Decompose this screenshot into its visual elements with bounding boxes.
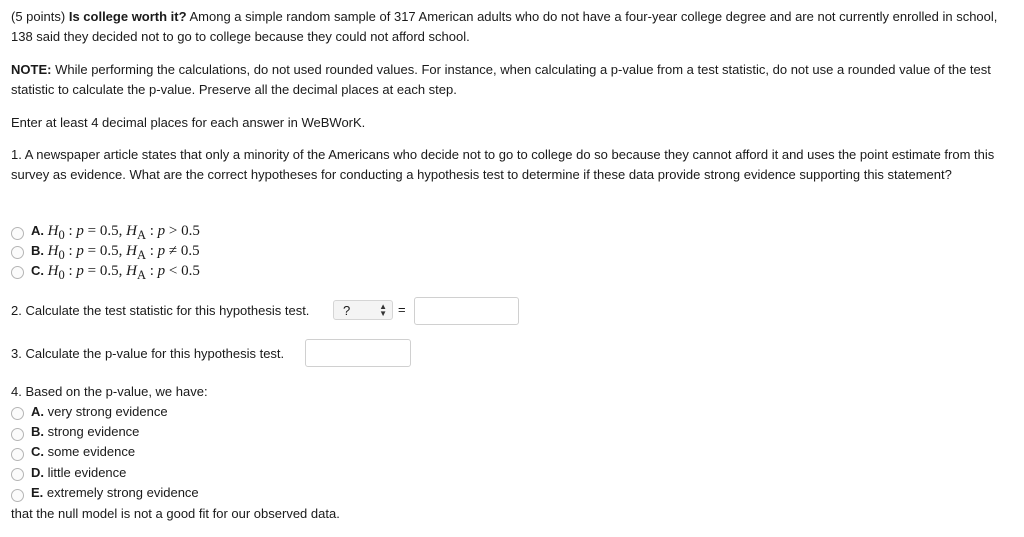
q4-option-e-label[interactable]: E. extremely strong evidence [31,485,199,500]
note-label: NOTE: [11,62,52,77]
test-statistic-input[interactable] [414,297,519,325]
hypothesis-math: $H_0$ : p = 0.5, $H_A$ : p < 0.5 [47,263,200,282]
up-down-arrows-icon: ▲ ▼ [379,302,387,318]
q4-option-a-radio[interactable] [11,407,24,420]
equals-sign: = [398,302,406,317]
q4-option-c-label[interactable]: C. some evidence [31,444,136,459]
question-1-text: 1. A newspaper article states that only a minority of the Americans who decide not to go to college do so because they cannot afford it and uses the point estimate from this survey as evidence. What are the correct hypotheses for conducting a hypothesis test to determine if these data provide strong evidence supporting this statement? [11,147,995,182]
question-3-text: 3. Calculate the p-value for this hypothesis test. [11,346,285,361]
points-label: (5 points) [11,9,66,24]
option-letter: B. [31,243,44,258]
q4-option-a-label[interactable]: A. very strong evidence [31,404,168,419]
hypothesis-math: $H_0$ : p = 0.5, $H_A$ : p ≠ 0.5 [47,243,200,262]
q1-option-a-radio[interactable] [11,227,24,240]
note-paragraph [11,60,1001,99]
note-text: While performing the calculations, do not used rounded values. For instance, when calculating a p-value from a test statistic, do not use a rounded value of the test statistic to calculate the p-value. Preserve all the decimal places at each step. [11,62,991,97]
option-letter: A. [31,223,44,238]
q4-option-c-radio[interactable] [11,448,24,461]
intro-paragraph [11,7,1001,46]
q1-option-c-radio[interactable] [11,266,24,279]
question-4-text: 4. Based on the p-value, we have: [11,384,208,399]
q1-option-c-label[interactable] [31,261,200,285]
q4-option-e-radio[interactable] [11,489,24,502]
q1-option-b-radio[interactable] [11,246,24,259]
instruction-text: Enter at least 4 decimal places for each answer in WeBWorK. [11,115,366,130]
intro-text: Among a simple random sample of 317 American adults who do not have a four-year college degree and are not currently enrolled in school, 138 said they decided not to go to college because they could not afford school. [11,9,998,44]
q4-option-d-radio[interactable] [11,468,24,481]
q4-option-b-radio[interactable] [11,428,24,441]
hypothesis-math: $H_0$ : p = 0.5, $H_A$ : p > 0.5 [47,223,200,242]
question-4-footer: that the null model is not a good fit for our observed data. [11,506,340,521]
select-value: ? [343,303,351,318]
q4-option-d-label[interactable]: D. little evidence [31,465,127,480]
p-value-input[interactable] [305,339,411,367]
question-2-text: 2. Calculate the test statistic for this hypothesis test. [11,303,310,318]
test-statistic-select[interactable] [333,300,393,320]
problem-title: Is college worth it? [68,9,187,24]
option-letter: C. [31,263,44,278]
q4-option-b-label[interactable]: B. strong evidence [31,424,140,439]
